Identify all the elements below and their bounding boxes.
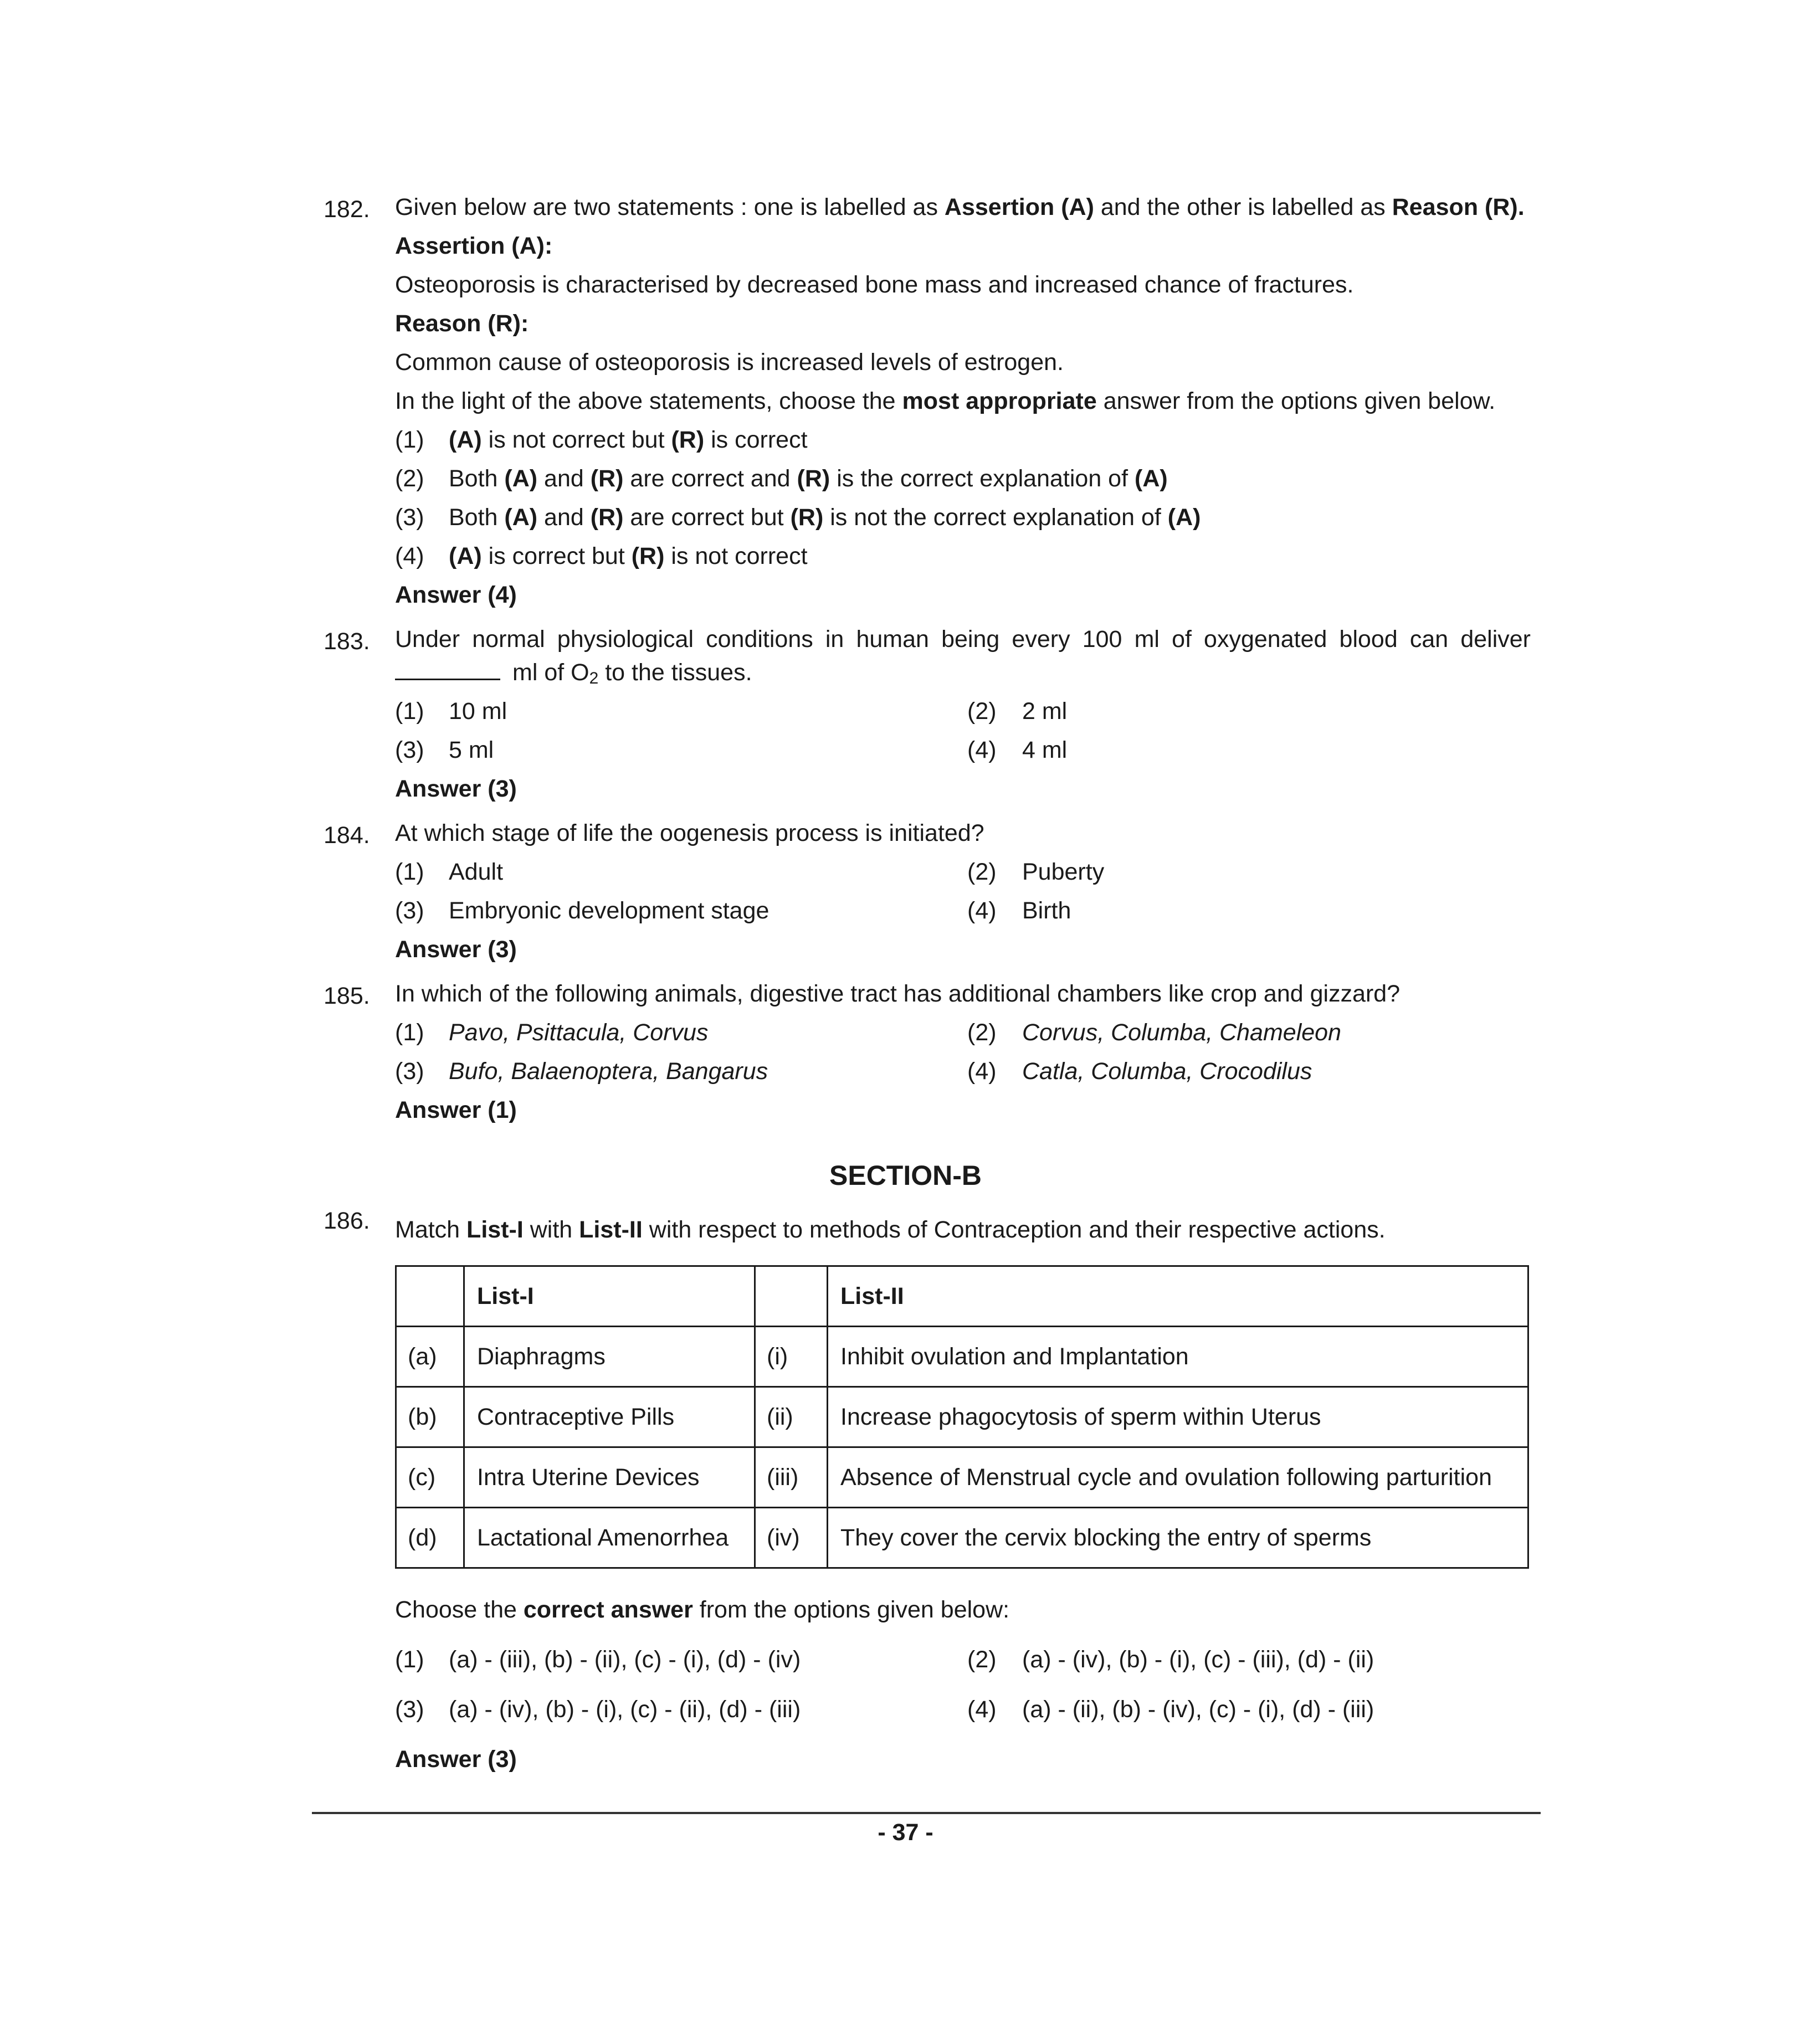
- option-number: (1): [395, 1019, 424, 1046]
- question-stem: Given below are two statements : one is labelled as Assertion (A) and the other is labelled as Reason (R).: [395, 194, 1525, 220]
- question-number: 185.: [324, 983, 370, 1009]
- option-text: Bufo, Balaenoptera, Bangarus: [449, 1058, 768, 1085]
- section-heading: SECTION-B: [829, 1160, 982, 1191]
- table-cell: (ii): [755, 1387, 828, 1447]
- option-text: (a) - (iv), (b) - (i), (c) - (iii), (d) - (ii): [1022, 1646, 1374, 1673]
- question-number: 184.: [324, 822, 370, 849]
- option-number: (2): [967, 859, 997, 885]
- option-number: (2): [967, 1019, 997, 1046]
- option-text: 4 ml: [1022, 737, 1068, 763]
- page-number: - 37 -: [878, 1819, 933, 1846]
- instruction: Choose the correct answer from the options given below:: [395, 1596, 1010, 1623]
- option-text: (a) - (iv), (b) - (i), (c) - (ii), (d) - (iii): [449, 1696, 801, 1723]
- table-cell: Inhibit ovulation and Implantation: [828, 1327, 1528, 1387]
- footer-divider: [312, 1812, 1541, 1814]
- option-text: Adult: [449, 859, 504, 885]
- option-number: (4): [967, 737, 997, 763]
- answer-label: Answer (3): [395, 936, 517, 963]
- option-text: Corvus, Columba, Chameleon: [1022, 1019, 1341, 1046]
- answer-label: Answer (3): [395, 776, 517, 802]
- option-text: (A) is not correct but (R) is correct: [449, 427, 808, 453]
- option-text: (a) - (ii), (b) - (iv), (c) - (i), (d) - (iii): [1022, 1696, 1374, 1723]
- table-cell: [755, 1266, 828, 1327]
- option-number: (2): [395, 465, 424, 492]
- table-row: [396, 1447, 1528, 1508]
- question-stem: At which stage of life the oogenesis process is initiated?: [395, 820, 984, 846]
- option-number: (1): [395, 859, 424, 885]
- option-text: (a) - (iii), (b) - (ii), (c) - (i), (d) - (iv): [449, 1646, 801, 1673]
- option-number: (4): [967, 1058, 997, 1085]
- table-cell: Absence of Menstrual cycle and ovulation following parturition: [828, 1447, 1528, 1508]
- option-text: Birth: [1022, 897, 1071, 924]
- table-row: [396, 1508, 1528, 1568]
- option-text: Both (A) and (R) are correct but (R) is not the correct explanation of (A): [449, 504, 1201, 531]
- option-text: Pavo, Psittacula, Corvus: [449, 1019, 709, 1046]
- option-number: (3): [395, 1696, 424, 1723]
- option-number: (1): [395, 1646, 424, 1673]
- answer-label: Answer (4): [395, 582, 517, 608]
- question-stem-continued: ml of $O_2$ to the tissues.: [395, 657, 752, 694]
- option-number: (3): [395, 737, 424, 763]
- table-row: [396, 1327, 1528, 1387]
- option-number: (2): [967, 698, 997, 725]
- table-row: [396, 1387, 1528, 1447]
- option-text: 2 ml: [1022, 698, 1068, 725]
- question-stem: Match List-I with List-II with respect to methods of Contraception and their respective actions.: [395, 1216, 1386, 1243]
- option-number: (4): [967, 1696, 997, 1723]
- table-cell: They cover the cervix blocking the entry of sperms: [828, 1508, 1528, 1568]
- assertion-text: Osteoporosis is characterised by decreased bone mass and increased chance of fractures.: [395, 271, 1354, 298]
- table-cell: Contraceptive Pills: [464, 1387, 755, 1447]
- option-text: Embryonic development stage: [449, 897, 769, 924]
- table-cell: Intra Uterine Devices: [464, 1447, 755, 1508]
- table-header-list-2: List-II: [828, 1266, 1528, 1327]
- question-stem: Under normal physiological conditions in human being every 100 ml of oxygenated blood can deliver: [395, 626, 1531, 653]
- match-table: [395, 1265, 1529, 1569]
- question-number: 182.: [324, 196, 370, 223]
- question-number: 186.: [324, 1208, 370, 1234]
- table-cell: [396, 1266, 464, 1327]
- instruction: In the light of the above statements, choose the most appropriate answer from the options given below.: [395, 388, 1496, 414]
- question-number: 183.: [324, 628, 370, 655]
- option-text: Both (A) and (R) are correct and (R) is the correct explanation of (A): [449, 465, 1168, 492]
- option-number: (1): [395, 427, 424, 453]
- table-cell: (a): [396, 1327, 464, 1387]
- option-text: 10 ml: [449, 698, 507, 725]
- table-cell: (d): [396, 1508, 464, 1568]
- option-number: (3): [395, 897, 424, 924]
- table-cell: (iv): [755, 1508, 828, 1568]
- option-text: Puberty: [1022, 859, 1105, 885]
- assertion-label: Assertion (A):: [395, 233, 553, 259]
- table-cell: (c): [396, 1447, 464, 1508]
- option-text: Catla, Columba, Crocodilus: [1022, 1058, 1312, 1085]
- fill-blank: [395, 659, 500, 680]
- table-cell: (i): [755, 1327, 828, 1387]
- question-stem: In which of the following animals, digestive tract has additional chambers like crop and gizzard?: [395, 980, 1400, 1007]
- option-number: (4): [395, 543, 424, 569]
- option-number: (3): [395, 1058, 424, 1085]
- answer-label: Answer (1): [395, 1097, 517, 1123]
- reason-text: Common cause of osteoporosis is increased levels of estrogen.: [395, 349, 1064, 376]
- table-cell: Increase phagocytosis of sperm within Uterus: [828, 1387, 1528, 1447]
- option-number: (1): [395, 698, 424, 725]
- table-cell: (b): [396, 1387, 464, 1447]
- answer-label: Answer (3): [395, 1746, 517, 1773]
- reason-label: Reason (R):: [395, 310, 529, 337]
- table-cell: (iii): [755, 1447, 828, 1508]
- table-header-row: [396, 1266, 1528, 1327]
- table-cell: Diaphragms: [464, 1327, 755, 1387]
- option-number: (3): [395, 504, 424, 531]
- table-cell: Lactational Amenorrhea: [464, 1508, 755, 1568]
- option-text: 5 ml: [449, 737, 494, 763]
- option-text: (A) is correct but (R) is not correct: [449, 543, 808, 569]
- option-number: (4): [967, 897, 997, 924]
- table-header-list-1: List-I: [464, 1266, 755, 1327]
- option-number: (2): [967, 1646, 997, 1673]
